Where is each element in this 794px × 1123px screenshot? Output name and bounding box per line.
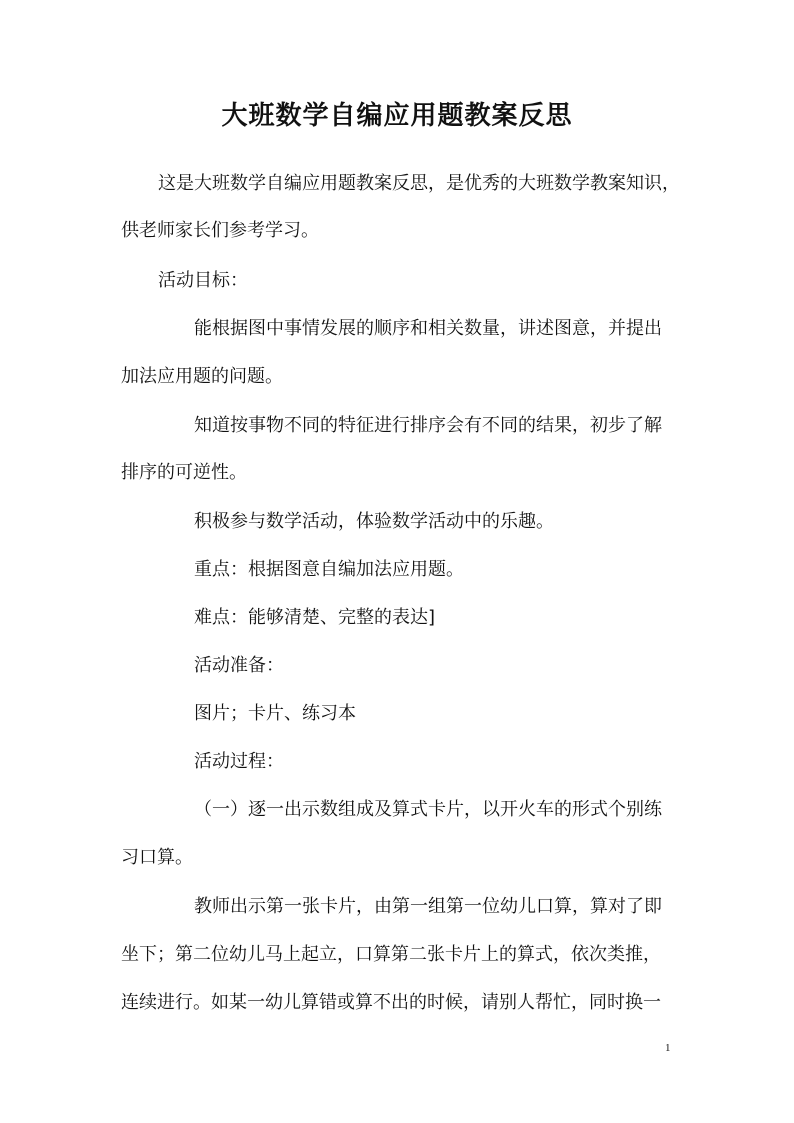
goal-2-line-2: 排序的可逆性。 xyxy=(121,462,247,483)
step-1-line-1: （一）逐一出示数组成及算式卡片，以开火车的形式个别练 xyxy=(194,799,662,820)
intro-line-1: 这是大班数学自编应用题教案反思，是优秀的大班数学教案知识， xyxy=(158,173,680,194)
intro-line-2: 供老师家长们参考学习。 xyxy=(121,220,319,241)
step-1-detail-line-3: 连续进行。如某一幼儿算错或算不出的时候，请别人帮忙，同时换一 xyxy=(121,992,661,1013)
page-number: 1 xyxy=(665,1042,671,1054)
difficulty: 难点：能够清楚、完整的表达] xyxy=(194,607,436,628)
goal-3: 积极参与数学活动，体验数学活动中的乐趣。 xyxy=(194,511,554,532)
goal-1-line-2: 加法应用题的问题。 xyxy=(121,366,283,387)
step-1-detail-line-1: 教师出示第一张卡片，由第一组第一位幼儿口算，算对了即 xyxy=(194,896,662,917)
goals-heading: 活动目标： xyxy=(158,270,248,291)
prep-heading: 活动准备： xyxy=(194,655,284,676)
step-1-line-2: 习口算。 xyxy=(121,847,193,868)
step-1-detail-line-2: 坐下；第二位幼儿马上起立，口算第二张卡片上的算式，依次类推， xyxy=(121,944,661,965)
page-title: 大班数学自编应用题教案反思 xyxy=(221,101,573,131)
key-point: 重点：根据图意自编加法应用题。 xyxy=(194,559,464,580)
process-heading: 活动过程： xyxy=(194,751,284,772)
prep-items: 图片；卡片、练习本 xyxy=(194,703,356,724)
goal-2-line-1: 知道按事物不同的特征进行排序会有不同的结果，初步了解 xyxy=(194,415,662,436)
goal-1-line-1: 能根据图中事情发展的顺序和相关数量，讲述图意，并提出 xyxy=(194,318,662,339)
